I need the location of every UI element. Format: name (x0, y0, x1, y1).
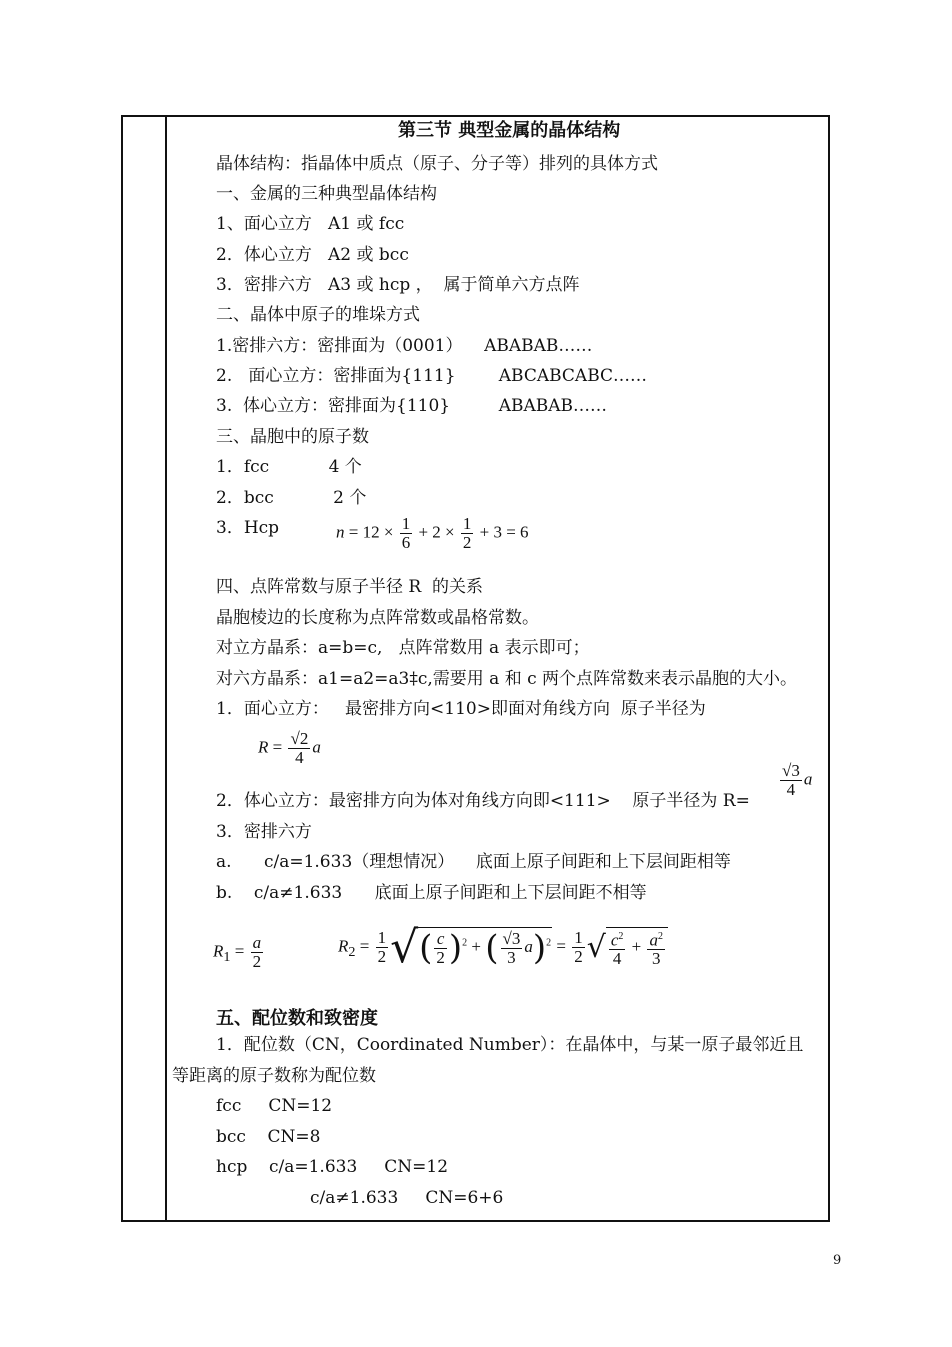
text-line: 1.密排六方：密排面为（0001） ABABAB…… (216, 336, 593, 356)
text-line: c/a≠1.633 CN=6+6 (310, 1188, 504, 1208)
r1-formula: $R_1$ = $\frac{a}{2}$ (213, 933, 262, 971)
hcp-atom-count-formula: n = 12 × $\frac{1}{6}$ + 2 × $\frac{1}{2}$ + 3 = 6 (336, 514, 529, 552)
text-line: hcp c/a=1.633 CN=12 (216, 1157, 449, 1177)
text-line: 1．配位数（CN，Coordinated Number）：在晶体中，与某一原子最邻近且 (216, 1035, 804, 1055)
text-line: 等距离的原子数称为配位数 (172, 1066, 376, 1086)
text-line: 晶胞棱边的长度称为点阵常数或晶格常数。 (216, 608, 539, 628)
section-heading: 五、配位数和致密度 (216, 1008, 378, 1029)
text-line: 3．密排六方 A3 或 hcp ， 属于简单六方点阵 (216, 275, 580, 295)
text-line: 2．bcc 2 个 (216, 488, 367, 508)
text-line: 二、晶体中原子的堆垛方式 (216, 305, 420, 325)
text-line: 1．fcc 4 个 (216, 457, 362, 477)
bcc-radius-formula: $\frac{√3}{4}$ a (782, 761, 813, 799)
fcc-radius-formula: R = $\frac{√2}{4}$ a (258, 729, 321, 767)
text-line: 四、点阵常数与原子半径 R 的关系 (216, 577, 484, 597)
page-number: 9 (833, 1253, 842, 1268)
text-line: 3．密排六方 (216, 822, 312, 842)
text-line: 3. 体心立方：密排面为{110} ABABAB…… (216, 396, 608, 416)
text-line: 对六方晶系：a1=a2=a3‡c,需要用 a 和 c 两个点阵常数来表示晶胞的大小。 (216, 669, 798, 689)
table-divider (165, 115, 167, 1222)
text-line: b. c/a≠1.633 底面上原子间距和上下层间距不相等 (216, 883, 647, 903)
text-line: 对立方晶系：a=b=c, 点阵常数用 a 表示即可； (216, 638, 590, 658)
section-title: 第三节 典型金属的晶体结构 (398, 120, 621, 141)
text-line: 1、面心立方 A1 或 fcc (216, 214, 405, 234)
text-line: fcc CN=12 (216, 1096, 333, 1116)
text-line: 2．体心立方 A2 或 bcc (216, 245, 409, 265)
text-line: a. c/a=1.633（理想情况） 底面上原子间距和上下层间距相等 (216, 852, 731, 872)
text-line: 晶体结构：指晶体中质点（原子、分子等）排列的具体方式 (216, 154, 658, 174)
text-line: 2. 面心立方：密排面为{111} ABCABCABC…… (216, 366, 648, 386)
text-line: 3．Hcp (216, 518, 280, 538)
text-line: 三、晶胞中的原子数 (216, 427, 369, 447)
text-line: 一、金属的三种典型晶体结构 (216, 184, 437, 204)
text-line: bcc CN=8 (216, 1127, 321, 1147)
r2-formula: $R_2$ = $\frac{1}{2}$ √( $\frac{c}{2}$ )$^2$ + ( $\frac{√3}{3}$ a)$^2$ = $\frac{1}{2}$ √ $\frac{c^2}{4}$ + $\frac{a^2}{3}$ (338, 922, 668, 973)
text-line: 1．面心立方： 最密排方向<110>即面对角线方向 原子半径为 (216, 699, 706, 719)
text-line: 2．体心立方：最密排方向为体对角线方向即<111> 原子半径为 R= (216, 791, 750, 811)
